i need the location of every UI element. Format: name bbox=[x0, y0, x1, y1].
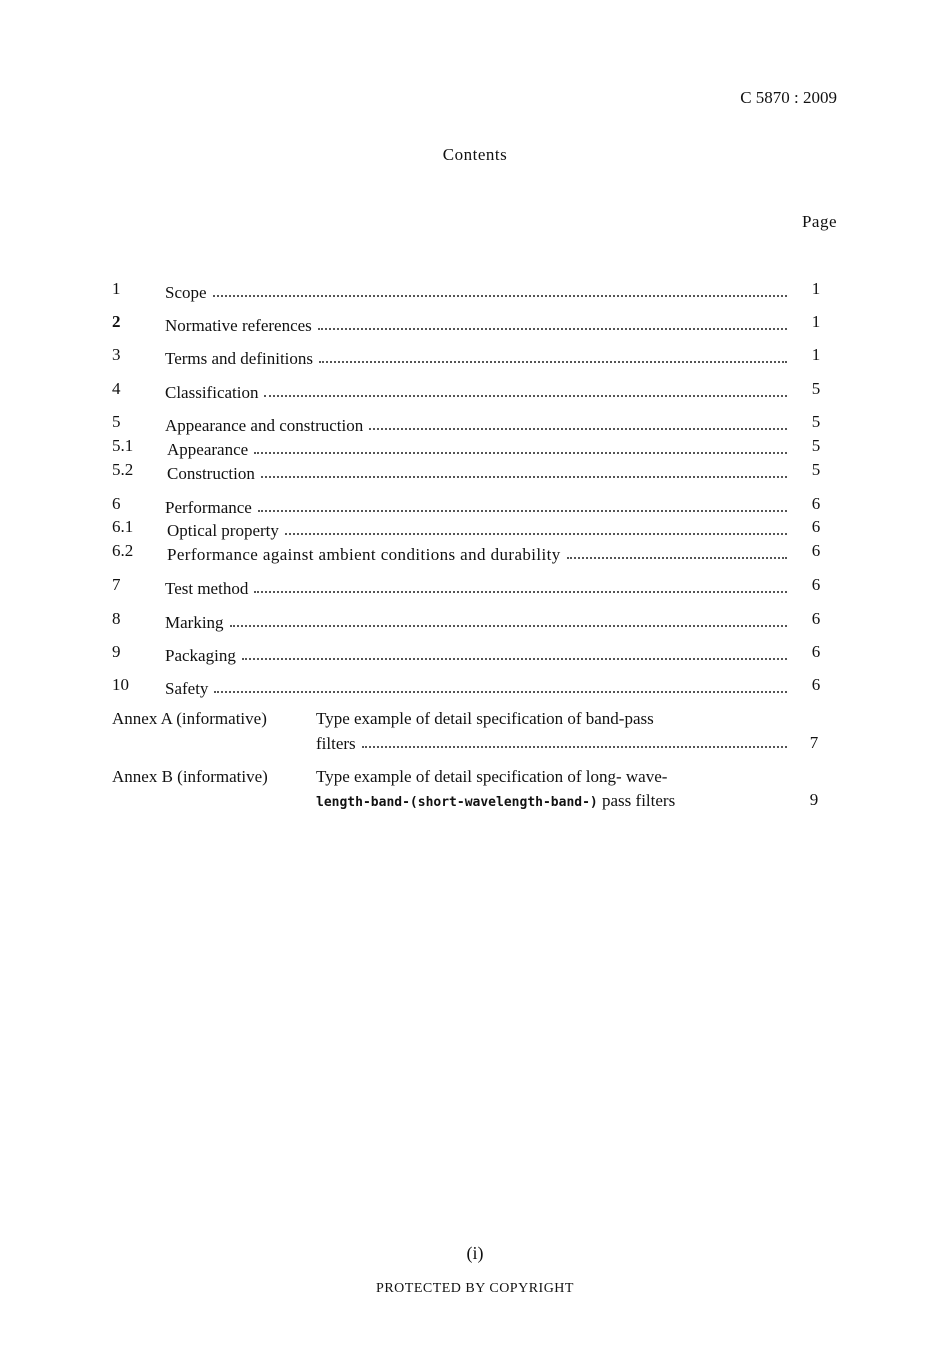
toc-title: Construction bbox=[167, 464, 255, 483]
toc-page-number: 6 bbox=[811, 494, 821, 513]
toc-title: Packaging bbox=[165, 646, 236, 665]
leader-dots bbox=[362, 745, 787, 748]
annex-label: Annex A (informative) bbox=[112, 709, 267, 728]
copyright-notice: PROTECTED BY COPYRIGHT bbox=[376, 1281, 574, 1296]
toc-page-number: 5 bbox=[811, 379, 821, 398]
toc-entry-3-terms[interactable] bbox=[0, 345, 950, 371]
toc-entry-10-safety[interactable] bbox=[0, 675, 950, 701]
toc-number: 6.2 bbox=[112, 541, 134, 560]
leader-dots bbox=[258, 509, 787, 512]
toc-number: 7 bbox=[112, 575, 121, 594]
toc-title: Classification bbox=[165, 383, 259, 402]
toc-number: 4 bbox=[112, 379, 121, 398]
annex-label: Annex B (informative) bbox=[112, 767, 268, 786]
toc-title: Performance against ambient conditions and durability bbox=[167, 545, 561, 564]
leader-dots bbox=[285, 532, 787, 535]
toc-title: Appearance and construction bbox=[165, 416, 364, 435]
leader-dots bbox=[264, 394, 787, 397]
page-folio: (i) bbox=[466, 1243, 484, 1263]
page-title: Contents bbox=[442, 145, 508, 164]
leader-dots bbox=[567, 556, 787, 559]
toc-title: Performance bbox=[165, 498, 252, 517]
toc-number: 10 bbox=[112, 675, 129, 694]
toc-annex-a[interactable] bbox=[0, 709, 950, 759]
toc-entry-6-1-optical-property[interactable] bbox=[0, 517, 950, 543]
leader-dots bbox=[213, 294, 787, 297]
page-column-label: Page bbox=[801, 212, 837, 231]
annex-title-line2: pass filters bbox=[602, 791, 676, 810]
toc-number: 1 bbox=[112, 279, 121, 298]
toc-entry-5-2-construction[interactable] bbox=[0, 460, 950, 486]
toc-number: 6 bbox=[112, 494, 121, 513]
toc-page-number: 6 bbox=[811, 575, 821, 594]
toc-entry-5-appearance-construction[interactable] bbox=[0, 412, 950, 438]
leader-dots bbox=[254, 590, 787, 593]
annex-title-line1: Type example of detail specification of band-pass bbox=[316, 709, 654, 728]
toc-annex-b[interactable] bbox=[0, 767, 950, 817]
toc-page-number: 1 bbox=[811, 279, 821, 298]
toc-entry-5-1-appearance[interactable] bbox=[0, 436, 950, 462]
toc-title: Marking bbox=[165, 613, 224, 632]
toc-page-number: 1 bbox=[811, 345, 821, 364]
document-id: C 5870 : 2009 bbox=[740, 88, 837, 107]
annex-title-line1: Type example of detail specification of long- wave- bbox=[316, 767, 668, 786]
leader-dots bbox=[319, 360, 787, 363]
toc-page-number: 6 bbox=[811, 642, 821, 661]
toc-number: 5 bbox=[112, 412, 121, 431]
toc-page-number: 6 bbox=[811, 675, 821, 694]
toc-entry-6-2-ambient-durability[interactable] bbox=[0, 541, 950, 567]
toc-title: Scope bbox=[165, 283, 207, 302]
leader-dots bbox=[214, 690, 787, 693]
toc-page-number: 9 bbox=[809, 790, 819, 809]
annex-title-line2: filters bbox=[316, 734, 356, 753]
toc-page-number: 6 bbox=[811, 541, 821, 560]
toc-number: 8 bbox=[112, 609, 121, 628]
leader-dots bbox=[369, 427, 787, 430]
toc-page-number: 5 bbox=[811, 436, 821, 455]
toc-entry-4-classification[interactable] bbox=[0, 379, 950, 405]
toc-entry-7-test-method[interactable] bbox=[0, 575, 950, 601]
toc-title: Terms and definitions bbox=[165, 349, 314, 368]
toc-page-number: 6 bbox=[811, 517, 821, 536]
toc-page-number: 1 bbox=[811, 312, 821, 331]
toc-number: 5.2 bbox=[112, 460, 134, 479]
toc-page-number: 5 bbox=[811, 460, 821, 479]
toc-title: Normative references bbox=[165, 316, 312, 335]
annex-title-line2-mono: length-band-(short-wavelength-band-) bbox=[316, 795, 598, 810]
leader-dots bbox=[318, 327, 787, 330]
leader-dots bbox=[242, 657, 787, 660]
toc-entry-1-scope[interactable] bbox=[0, 279, 950, 305]
toc-number: 9 bbox=[112, 642, 121, 661]
leader-dots bbox=[261, 475, 787, 478]
toc-page-number: 5 bbox=[811, 412, 821, 431]
toc-entry-9-packaging[interactable] bbox=[0, 642, 950, 668]
toc-title: Appearance bbox=[167, 440, 249, 459]
toc-number: 3 bbox=[112, 345, 121, 364]
leader-dots bbox=[230, 624, 787, 627]
toc-number: 6.1 bbox=[112, 517, 134, 536]
toc-number: 5.1 bbox=[112, 436, 134, 455]
toc-number: 2 bbox=[112, 312, 121, 331]
toc-entry-8-marking[interactable] bbox=[0, 609, 950, 635]
leader-dots bbox=[254, 451, 787, 454]
toc-title: Optical property bbox=[167, 521, 279, 540]
toc-title: Test method bbox=[165, 579, 249, 598]
toc-page-number: 6 bbox=[811, 609, 821, 628]
toc-page-number: 7 bbox=[809, 733, 819, 752]
toc-title: Safety bbox=[165, 679, 209, 698]
toc-entry-2-normative-references[interactable] bbox=[0, 312, 950, 338]
